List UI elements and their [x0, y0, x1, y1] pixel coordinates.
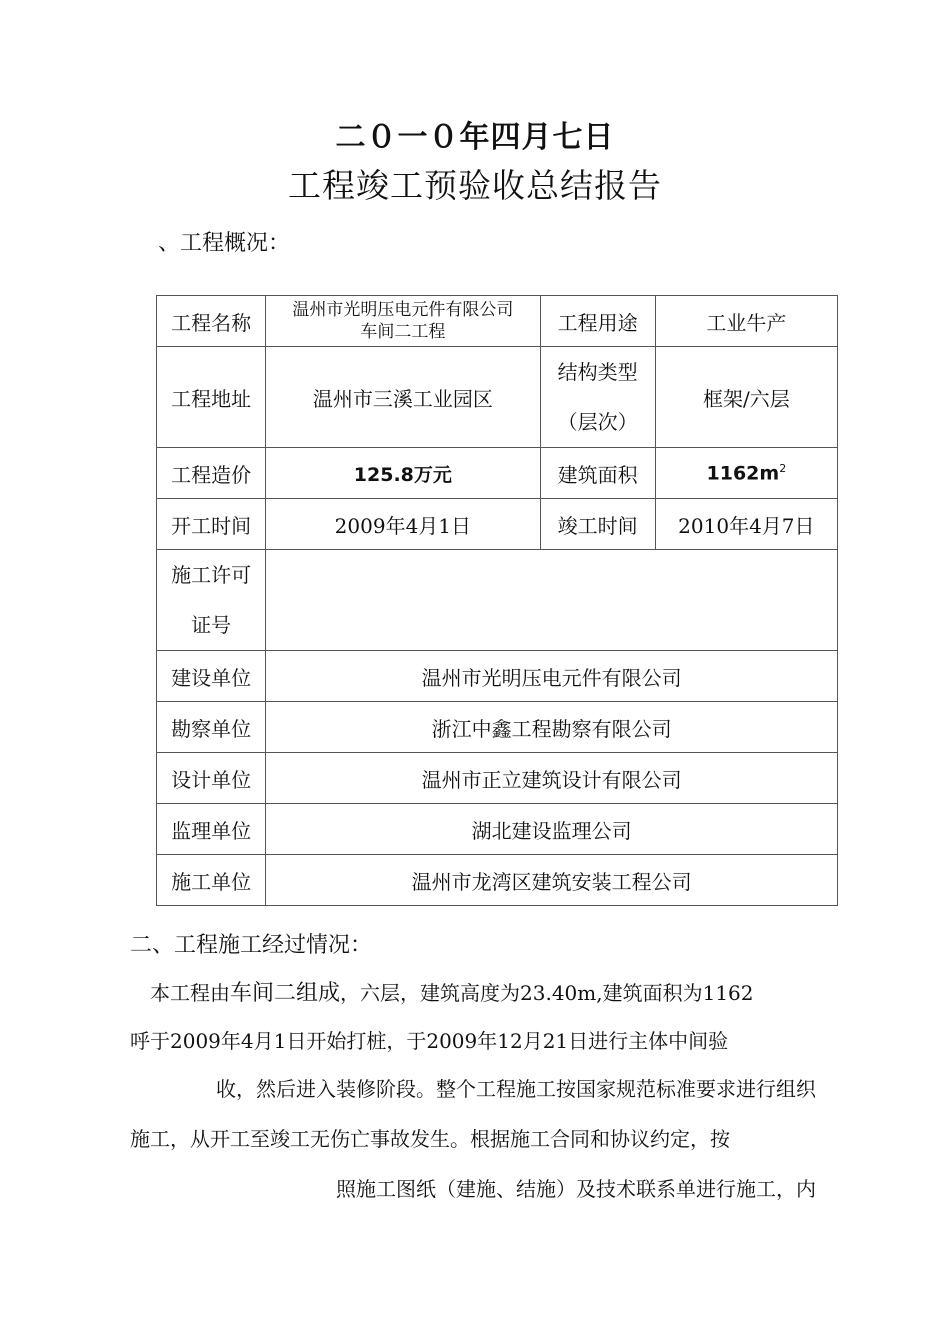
table-row [157, 855, 838, 906]
value-project-address: 温州市三溪工业园区 [266, 347, 540, 448]
table-row [157, 448, 838, 499]
label-project-name: 工程名称 [157, 296, 266, 347]
table-row [157, 499, 838, 550]
value-owner-unit: 温州市光明压电元件有限公司 [266, 651, 838, 702]
label-completion-date: 竣工时间 [540, 499, 655, 550]
table-row [157, 804, 838, 855]
value-start-date: 2009年4月1日 [266, 499, 540, 550]
label-design-unit: 设计单位 [157, 753, 266, 804]
label-project-use: 工程用途 [540, 296, 655, 347]
label-building-area: 建筑面积 [540, 448, 655, 499]
value-project-name-line2: 车间二工程 [360, 322, 446, 342]
label-construction-permit [157, 550, 266, 651]
section-heading-construction-process: 二、工程施工经过情况： [130, 933, 373, 958]
value-project-use: 工业牛产 [655, 296, 837, 347]
paragraph-line-2: 呼于2009年4月1日开始打桩，于2009年12月21日进行主体中间验 [130, 1029, 729, 1053]
label-supervision-unit: 监理单位 [157, 804, 266, 855]
value-building-area-unit-superscript: 2 [779, 461, 787, 475]
paragraph-line-4: 施工，从开工至竣工无伤亡事故发生。根据施工合同和协议约定，按 [130, 1127, 730, 1151]
label-project-cost: 工程造价 [157, 448, 266, 499]
paragraph-line-1-part-a: 本工程由 [150, 981, 230, 1005]
table-row [157, 702, 838, 753]
value-project-name-line1: 温州市光明压电元件有限公司 [292, 300, 514, 320]
label-structure-type-line1: 结构类型 [557, 360, 638, 384]
report-title: 工程竣工预验收总结报告 [288, 166, 662, 205]
value-completion-date: 2010年4月7日 [655, 499, 837, 550]
table-row [157, 550, 838, 651]
paragraph-line-1-part-b: 车间二组成 [230, 981, 341, 1006]
table-row [157, 651, 838, 702]
label-construction-permit-line2: 证号 [191, 613, 232, 637]
label-owner-unit: 建设单位 [157, 651, 266, 702]
table-row [157, 296, 838, 347]
value-construction-permit [266, 550, 838, 651]
label-start-date: 开工时间 [157, 499, 266, 550]
paragraph-line-5: 照施工图纸（建施、结施）及技术联系单进行施工，内 [336, 1177, 816, 1201]
label-survey-unit: 勘察单位 [157, 702, 266, 753]
section-heading-overview: 、工程概况： [158, 231, 291, 256]
project-info-table [156, 295, 838, 906]
value-project-name [266, 296, 540, 347]
value-building-area-number: 1162m [706, 462, 780, 485]
paragraph-line-1 [130, 978, 816, 1009]
value-building-area [655, 448, 837, 499]
value-survey-unit: 浙江中鑫工程勘察有限公司 [266, 702, 838, 753]
label-construction-unit: 施工单位 [157, 855, 266, 906]
label-structure-type [540, 347, 655, 448]
paragraph-line-1-part-c: ，六层，建筑高度为23.40m,建筑面积为1162 [340, 981, 754, 1005]
label-construction-permit-line1: 施工许可 [171, 563, 252, 587]
paragraph-line-3: 收，然后进入装修阶段。整个工程施工按国家规范标准要求进行组织 [216, 1077, 816, 1101]
table-row [157, 753, 838, 804]
value-structure-type: 框架/六层 [655, 347, 837, 448]
table-row [157, 347, 838, 448]
value-design-unit: 温州市正立建筑设计有限公司 [266, 753, 838, 804]
value-construction-unit: 温州市龙湾区建筑安装工程公司 [266, 855, 838, 906]
report-date: 二０一０年四月七日 [335, 120, 615, 155]
label-structure-type-line2: （层次） [557, 410, 638, 434]
label-project-address: 工程地址 [157, 347, 266, 448]
value-project-cost: 125.8万元 [266, 448, 540, 499]
value-supervision-unit: 湖北建设监理公司 [266, 804, 838, 855]
